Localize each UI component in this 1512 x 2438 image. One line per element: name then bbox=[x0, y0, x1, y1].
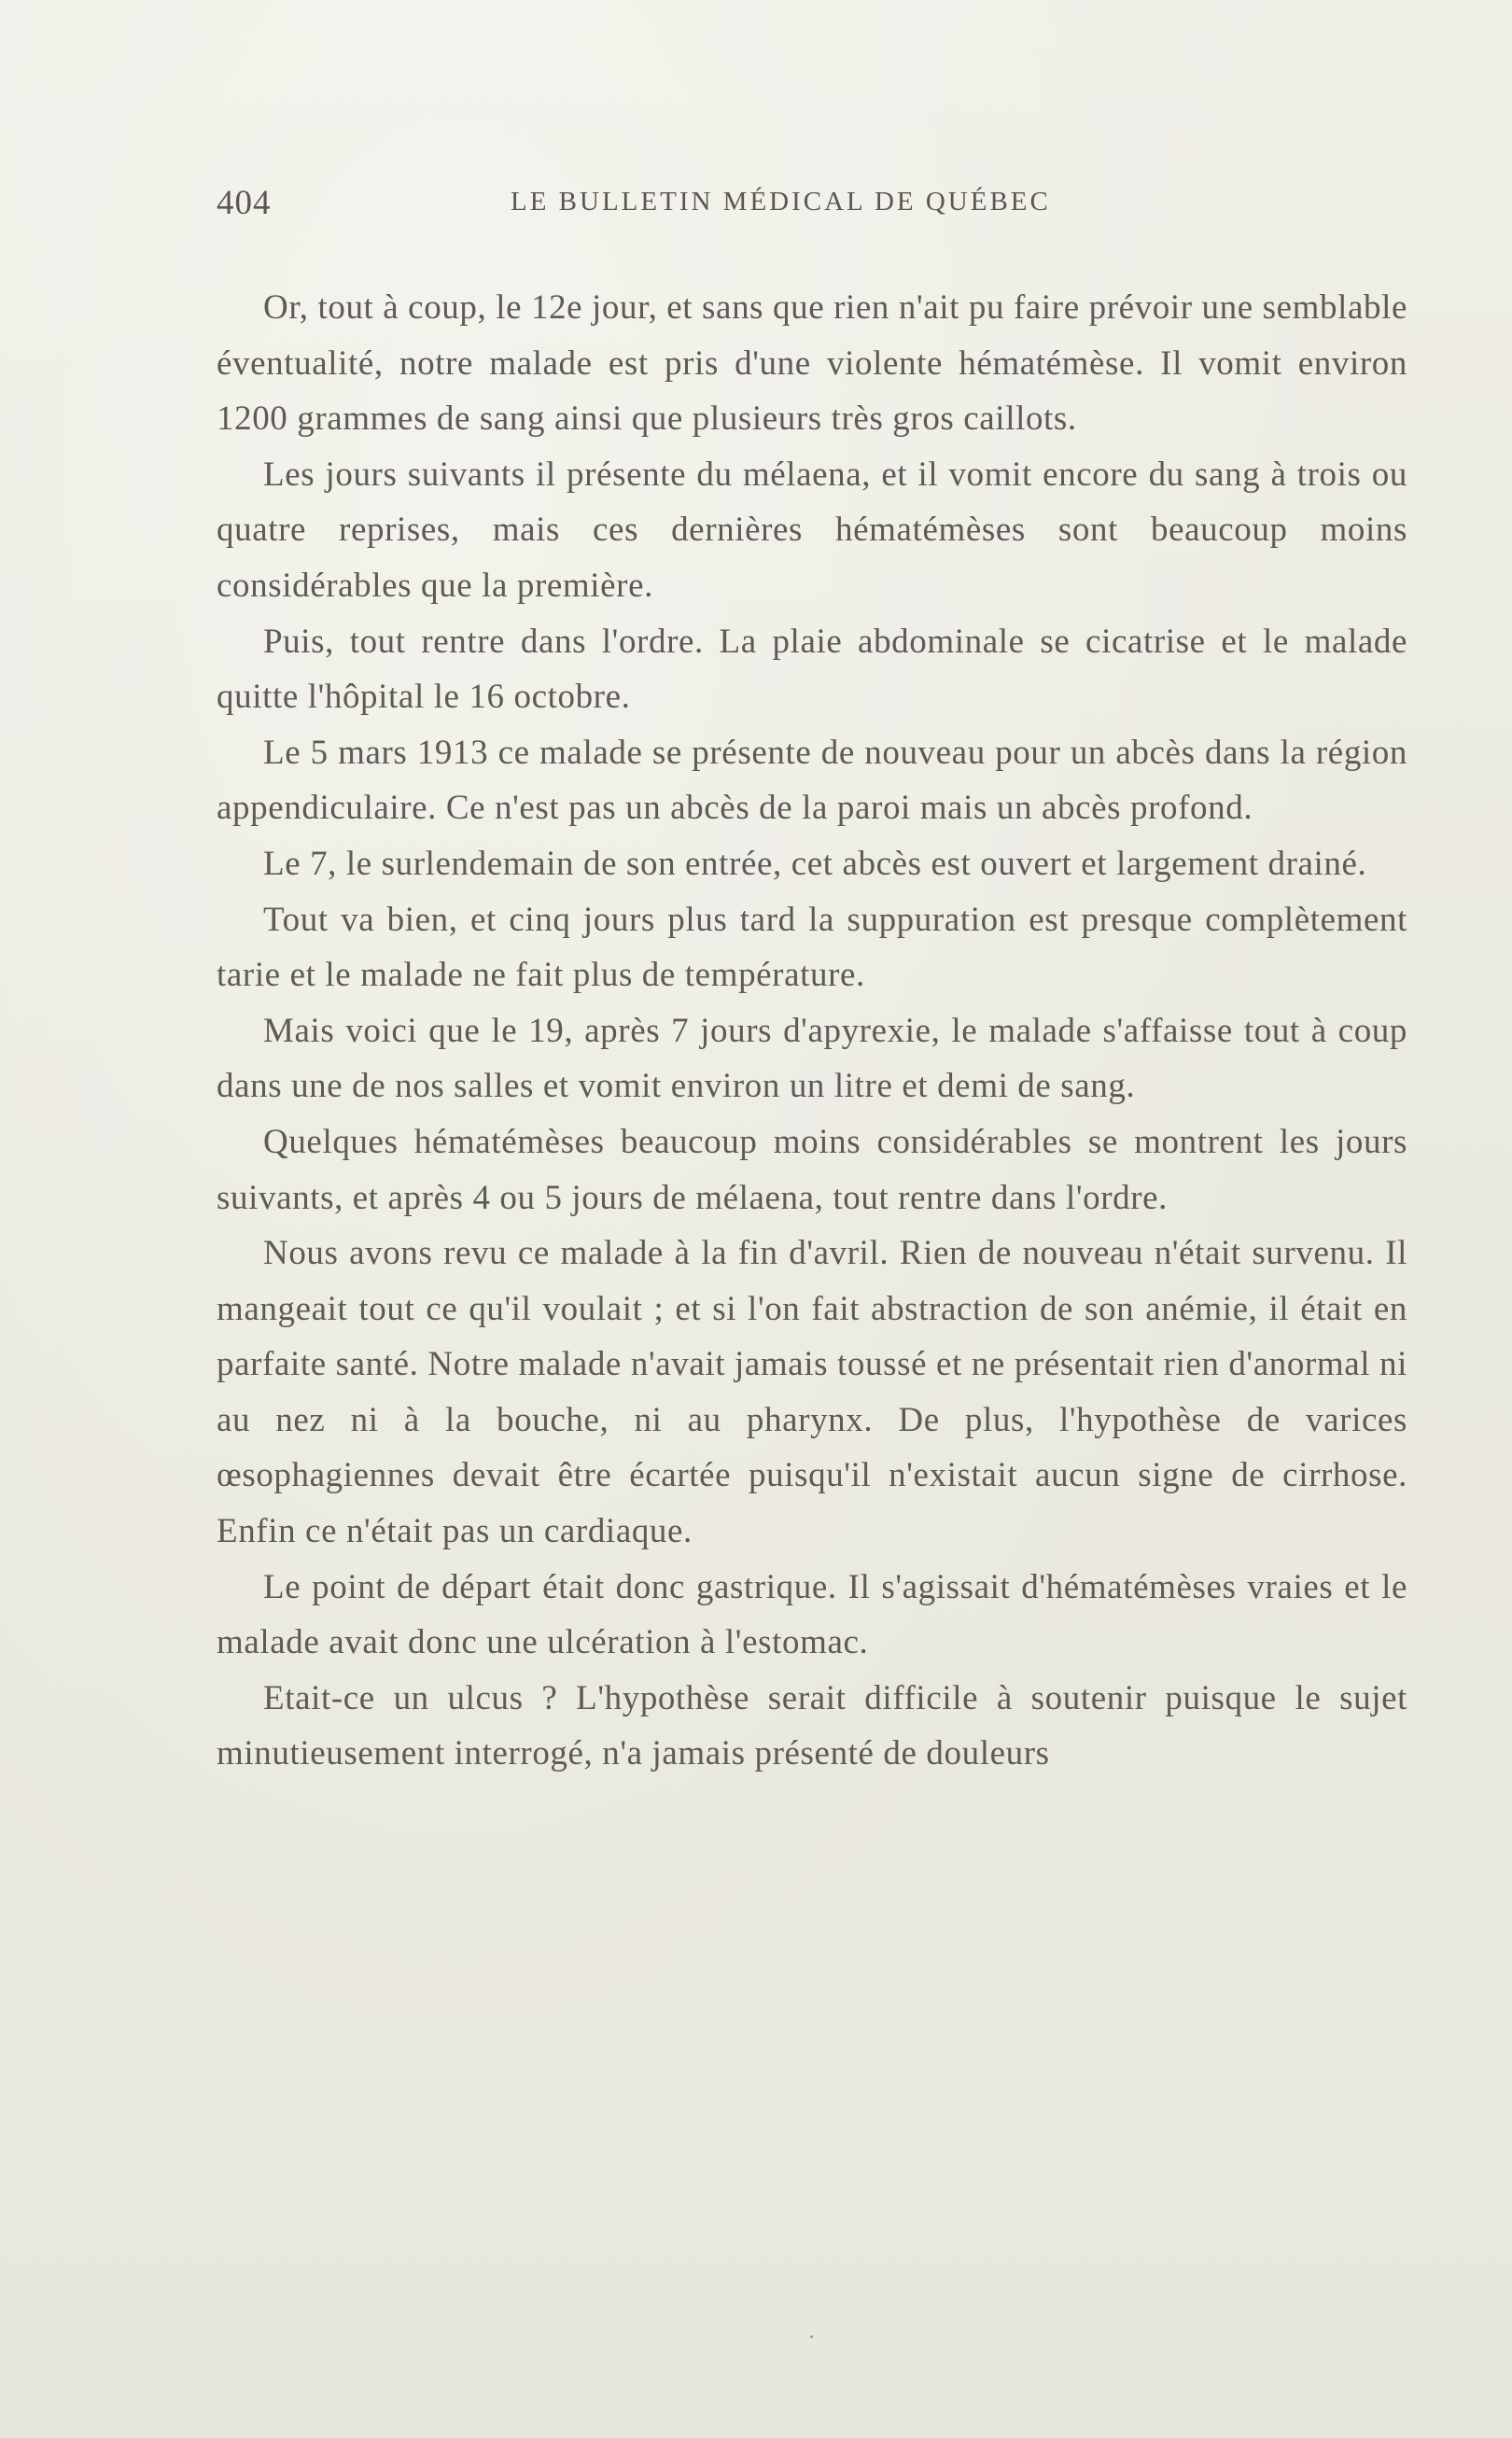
paragraph: Tout va bien, et cinq jours plus tard la suppuration est presque complètement tarie et le malade ne fait plus de température. bbox=[217, 900, 1407, 995]
body-text bbox=[217, 280, 1407, 1782]
ink-speck bbox=[810, 2335, 813, 2338]
paragraph: Mais voici que le 19, après 7 jours d'apyrexie, le malade s'affaisse tout à coup dans une de nos salles et vomit environ un litre et demi de sang. bbox=[217, 1011, 1407, 1106]
paragraph: Nous avons revu ce malade à la fin d'avril. Rien de nouveau n'était survenu. Il mangeait tout ce qu'il voulait ; et si l'on fait abstraction de son anémie, il était en parfaite santé. Notre malade n'avait jamais toussé et ne présentait rien d'anormal ni au nez ni à la bouche, ni au pharynx. De plus, l'hypothèse de varices œsophagiennes devait être écartée puisqu'il n'existait aucun signe de cirrhose. Enfin ce n'était pas un cardiaque. bbox=[217, 1234, 1407, 1551]
page-header bbox=[217, 183, 1407, 230]
paragraph: Le 7, le surlendemain de son entrée, cet abcès est ouvert et largement drainé. bbox=[263, 844, 1367, 883]
page-number: 404 bbox=[217, 184, 272, 222]
paragraph: Les jours suivants il présente du mélaena, et il vomit encore du sang à trois ou quatre reprises, mais ces dernières hématémèses sont beaucoup moins considérables que la première. bbox=[217, 455, 1407, 605]
running-title: LE BULLETIN MÉDICAL DE QUÉBEC bbox=[511, 187, 1051, 217]
paragraph: Le 5 mars 1913 ce malade se présente de nouveau pour un abcès dans la région appendiculaire. Ce n'est pas un abcès de la paroi mais un abcès profond. bbox=[217, 733, 1407, 828]
paragraph: Or, tout à coup, le 12e jour, et sans que rien n'ait pu faire prévoir une semblable éventualité, notre malade est pris d'une violente hématémèse. Il vomit environ 1200 grammes de sang ainsi que plusieurs très gros caillots. bbox=[217, 288, 1407, 439]
paragraph: Quelques hématémèses beaucoup moins considérables se montrent les jours suivants, et après 4 ou 5 jours de mélaena, tout rentre dans l'ordre. bbox=[217, 1122, 1407, 1217]
paragraph: Le point de départ était donc gastrique. Il s'agissait d'hématémèses vraies et le malade avait donc une ulcération à l'estomac. bbox=[217, 1567, 1407, 1662]
paragraph: Etait-ce un ulcus ? L'hypothèse serait difficile à soutenir puisque le sujet minutieusement interrogé, n'a jamais présenté de douleurs bbox=[217, 1678, 1407, 1773]
paragraph: Puis, tout rentre dans l'ordre. La plaie abdominale se cicatrise et le malade quitte l'hôpital le 16 octobre. bbox=[217, 622, 1407, 717]
